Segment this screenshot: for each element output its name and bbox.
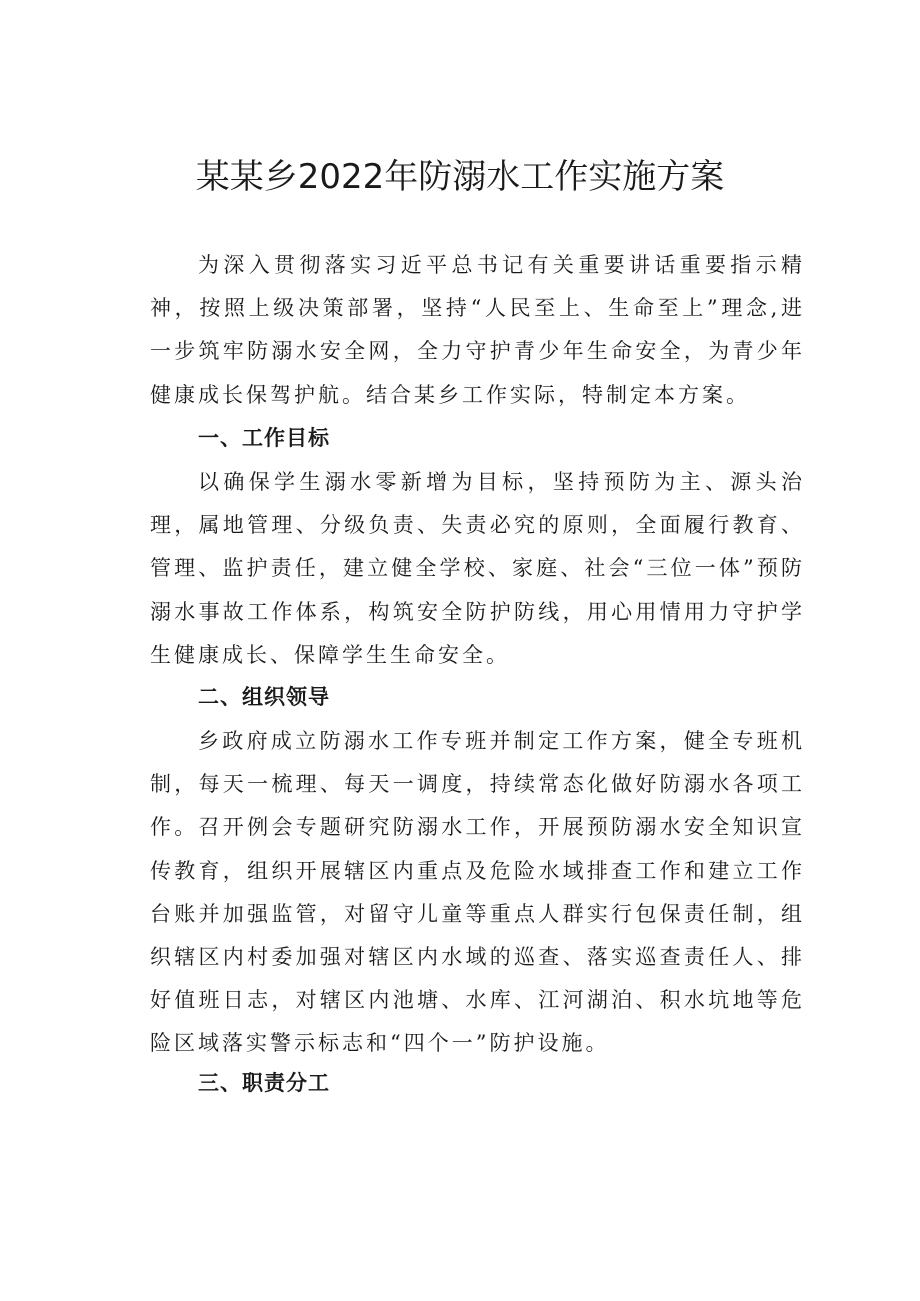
section-heading-organization-leadership: 二、组织领导	[198, 685, 330, 709]
section-heading-work-goals: 一、工作目标	[198, 426, 330, 450]
section-paragraph-organization-leadership: 乡政府成立防溺水工作专班并制定工作方案，健全专班机制，每天一梳理、每天一调度，持续常态化做好防溺水各项工作。召开例会专题研究防溺水工作，开展预防溺水安全知识宣传教育，组织开展辖区内重点及危险水域排查工作和建立工作台账并加强监管，对留守儿童等重点人群实行包保责任制，组织辖区内村委加强对辖区内水域的巡查、落实巡查责任人、排好值班日志，对辖区内池塘、水库、江河湖泊、积水坑地等危险区域落实警示标志和“四个一”防护设施。	[150, 729, 805, 1056]
section-heading-responsibilities: 三、职责分工	[198, 1071, 330, 1095]
section-paragraph-work-goals: 以确保学生溺水零新增为目标，坚持预防为主、源头治理，属地管理、分级负责、失责必究的原则，全面履行教育、管理、监护责任，建立健全学校、家庭、社会“三位一体”预防溺水事故工作体系，构筑安全防护防线，用心用情用力守护学生健康成长、保障学生生命安全。	[150, 470, 805, 667]
intro-paragraph: 为深入贯彻落实习近平总书记有关重要讲话重要指示精神，按照上级决策部署，坚持“人民至上、生命至上”理念,进一步筑牢防溺水安全网，全力守护青少年生命安全，为青少年健康成长保驾护航。结合某乡工作实际，特制定本方案。	[150, 253, 805, 407]
document-title: 某某乡2022年防溺水工作实施方案	[195, 157, 725, 197]
